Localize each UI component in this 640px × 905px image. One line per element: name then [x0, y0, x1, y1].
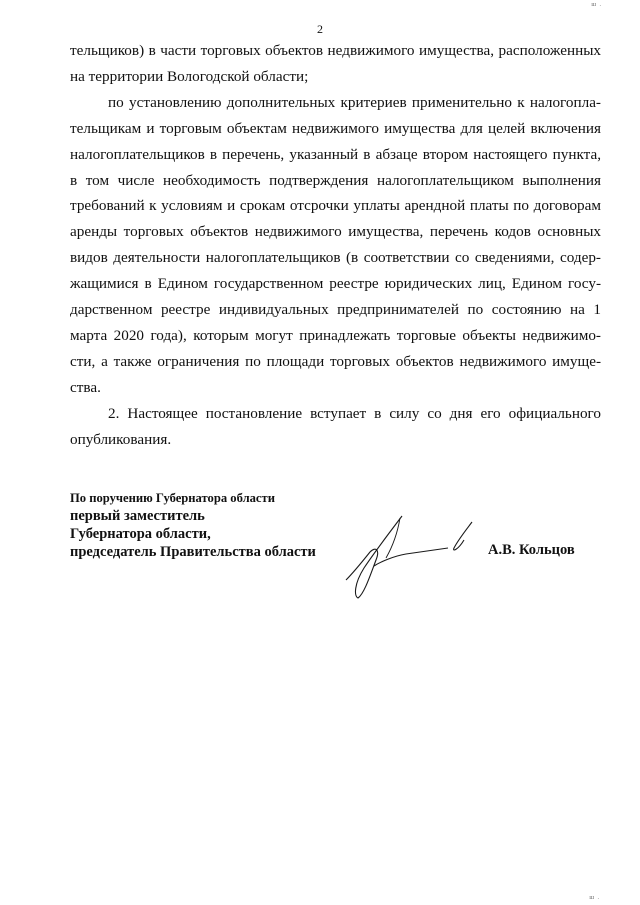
signatory-position-line: первый заместитель [70, 508, 205, 524]
signatory-position-line: Губернатора области, [70, 526, 211, 542]
text-line: марта 2020 года), которым могут принадлежать торговые объекты недвижимо- [70, 326, 601, 344]
text-line: на территории Вологодской области; [70, 67, 309, 85]
signatory-position-line: председатель Правительства области [70, 544, 316, 560]
scan-mark-bottom: ш . [589, 895, 600, 901]
text-line: тельщикам и торговым объектам недвижимого имущества для целей включения [70, 119, 601, 137]
text-line: в том числе необходимость подтверждения налогоплательщиком выполнения [70, 171, 601, 189]
text-line: по установлению дополнительных критериев применительно к налогопла- [108, 93, 601, 111]
signature-block [70, 489, 316, 561]
text-line: дарственном реестре индивидуальных предпринимателей по состоянию на 1 [70, 301, 601, 319]
text-line: налогоплательщиков в перечень, указанный в абзаце втором настоящего пункта, [70, 145, 601, 163]
paragraph-1 [70, 38, 601, 90]
text-line: требований к условиям и срокам отсрочки уплаты арендной платы по договорам [70, 197, 601, 215]
text-line: опубликования. [70, 430, 172, 448]
scan-mark-top: ш . [591, 2, 602, 8]
text-line: сти, а также ограничения по площади торговых объектов недвижимого имуще- [70, 352, 601, 370]
text-line: жащимися в Едином государственном реестре юридических лиц, Едином госу- [70, 275, 601, 293]
handwritten-signature [340, 510, 485, 605]
document-body [70, 38, 601, 453]
text-line: тельщиков) в части торговых объектов недвижимого имущества, расположенных [70, 42, 601, 59]
text-line: 2. Настоящее постановление вступает в силу со дня его официального [108, 404, 601, 422]
text-line: ства. [70, 378, 101, 396]
page-number: 2 [317, 22, 323, 36]
paragraph-3 [70, 401, 601, 453]
signer-name: А.В. Кольцов [488, 542, 575, 558]
paragraph-2 [70, 90, 601, 401]
text-line: аренды торговых объектов недвижимого имущества, перечень кодов основных [70, 223, 601, 241]
text-line: видов деятельности налогоплательщиков (в соответствии со сведениями, содер- [70, 249, 601, 267]
signatory-authority-line: По поручению Губернатора области [70, 491, 275, 505]
